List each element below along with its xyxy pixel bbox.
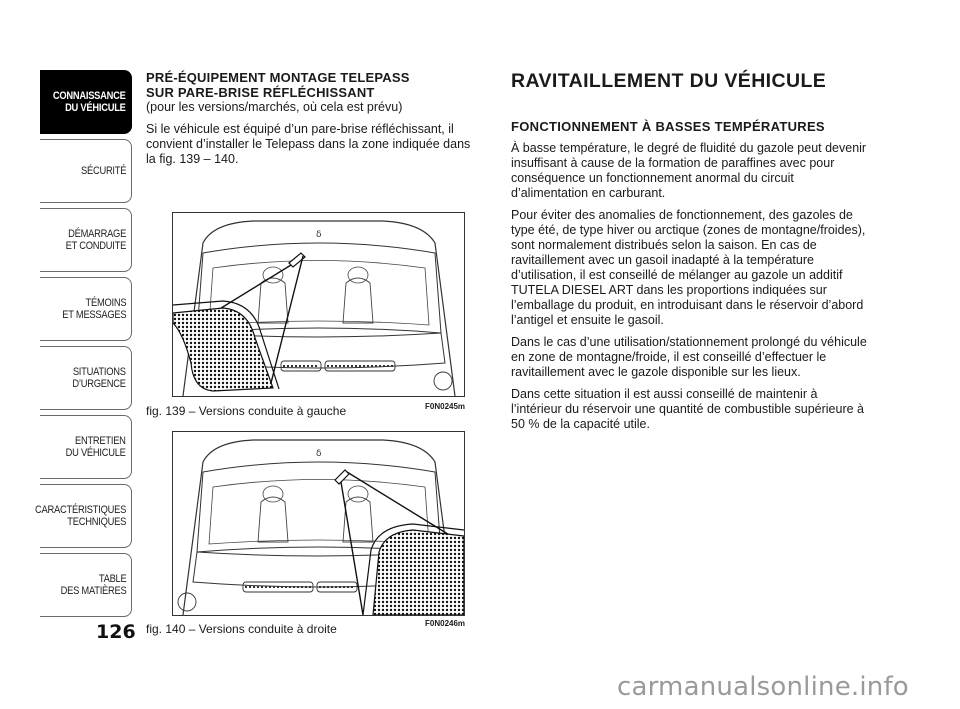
section-heading: FONCTIONNEMENT À BASSES TEMPÉRATURES xyxy=(511,119,825,134)
figure-139-windshield-illustration xyxy=(172,212,465,397)
section-title-line1: PRÉ-ÉQUIPEMENT MONTAGE TELEPASS xyxy=(146,70,410,85)
figure-140-windshield-illustration xyxy=(172,431,465,616)
tab-temoins-et-messages[interactable] xyxy=(40,277,132,341)
figure-140-code: F0N0246m xyxy=(425,619,466,628)
paragraph: À basse température, le degré de fluidité du gazole peut devenir insuffisant à cause de la formation de paraffines avec pour conséquence un fonctionnement anormal du circuit d’alimentation en carburant. xyxy=(511,141,867,200)
tab-situations-durgence[interactable] xyxy=(40,346,132,410)
tab-label: CARACTÉRISTIQUES TECHNIQUES xyxy=(34,504,126,528)
figure-139-caption: fig. 139 – Versions conduite à gauche xyxy=(146,404,347,418)
tab-connaissance-du-vehicule[interactable] xyxy=(40,70,132,134)
refuelling-section xyxy=(511,70,871,439)
section-note: (pour les versions/marchés, où cela est prévu) xyxy=(146,100,403,114)
tab-label: TÉMOINS ET MESSAGES xyxy=(61,297,126,321)
paragraph: Dans cette situation il est aussi conseillé de maintenir à l’intérieur du réservoir une quantité de combustible supérieure à 50 % de la capacité utile. xyxy=(511,387,864,431)
site-watermark: carmanualsonline.info xyxy=(617,672,909,702)
page-number: 126 xyxy=(96,621,136,643)
chapter-tabs xyxy=(34,70,134,618)
tab-securite[interactable] xyxy=(40,139,132,203)
paragraph: Pour éviter des anomalies de fonctionnement, des gazoles de type été, de type hiver ou arctique (zones de montagne/froides), sont normalement distribués selon la saison. En cas de ravitaillement avec un gasoil inadapté à la température d’utilisation, il est conseillé de mélanger au gazole un additif TUTELA DIESEL ART dans les proportions indiquées sur l’emballage du produit, en introduisant dans le réservoir d’abord l’antigel et ensuite le gasoil. xyxy=(511,208,866,327)
tab-demarrage-et-conduite[interactable] xyxy=(40,208,132,272)
figure-140-caption: fig. 140 – Versions conduite à droite xyxy=(146,622,337,636)
section-title-line2: SUR PARE-BRISE RÉFLÉCHISSANT xyxy=(146,85,375,100)
svg-text:δ: δ xyxy=(316,449,322,459)
tab-label: SITUATIONS D’URGENCE xyxy=(72,366,126,390)
tab-label: SÉCURITÉ xyxy=(80,165,126,177)
tab-entretien-du-vehicule[interactable] xyxy=(40,415,132,479)
tab-label: TABLE DES MATIÈRES xyxy=(60,573,126,597)
tab-label: CONNAISSANCE DU VÉHICULE xyxy=(53,90,126,114)
svg-text:δ: δ xyxy=(316,230,322,240)
tab-label: DÉMARRAGE ET CONDUITE xyxy=(65,228,126,252)
tab-label: ENTRETIEN DU VÉHICULE xyxy=(65,435,126,459)
section-paragraph: Si le véhicule est équipé d’un pare-brise réfléchissant, il convient d’installer le Telepass dans la zone indiquée dans la fig. 139 – 140. xyxy=(146,122,471,166)
telepass-section xyxy=(146,70,476,167)
figure-139-code: F0N0245m xyxy=(425,402,466,411)
windshield-interior-drawing xyxy=(173,213,464,396)
page-title: RAVITAILLEMENT DU VÉHICULE xyxy=(511,70,827,92)
windshield-interior-drawing xyxy=(173,432,464,615)
tab-table-des-matieres[interactable] xyxy=(40,553,132,617)
tab-caracteristiques-techniques[interactable] xyxy=(34,484,132,548)
paragraph: Dans le cas d’une utilisation/stationnement prolongé du véhicule en zone de montagne/froide, il est conseillé d’effectuer le ravitaillement avec le gazole disponible sur les lieux. xyxy=(511,335,867,379)
